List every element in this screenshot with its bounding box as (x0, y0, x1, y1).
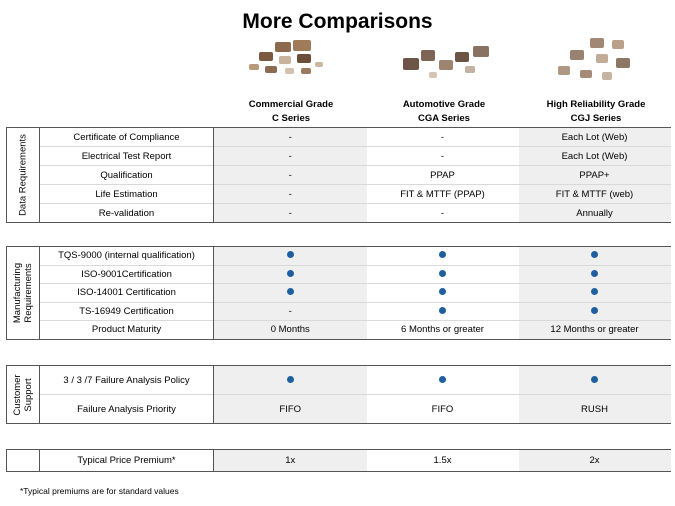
row-label: Product Maturity (40, 321, 214, 340)
table-row (7, 185, 671, 204)
check-dot-icon (287, 270, 294, 277)
table-row (7, 450, 671, 472)
automotive-chips-image (395, 38, 495, 88)
table-row (7, 147, 671, 166)
check-dot-icon (591, 288, 598, 295)
price-premium-table (6, 449, 671, 472)
high-reliability-cell: Each Lot (Web) (519, 147, 671, 166)
commercial-cell (214, 265, 367, 284)
table-row (7, 166, 671, 185)
automotive-cell: 6 Months or greater (367, 321, 519, 340)
commercial-cell: - (214, 302, 367, 321)
check-dot-icon (591, 270, 598, 277)
section-label-line: Manufacturing (12, 262, 23, 323)
high-reliability-series-label: CGJ Series (570, 113, 622, 124)
row-label: Electrical Test Report (40, 147, 214, 166)
automotive-cell (367, 366, 519, 395)
high-reliability-cell: Each Lot (Web) (519, 128, 671, 147)
check-dot-icon (287, 288, 294, 295)
table-row (7, 204, 671, 223)
high-reliability-cell: PPAP+ (519, 166, 671, 185)
check-dot-icon (439, 288, 446, 295)
column-header-high-reliability (526, 98, 666, 126)
commercial-cell: - (214, 204, 367, 223)
commercial-cell: - (214, 147, 367, 166)
manufacturing-requirements-table (6, 246, 671, 340)
check-dot-icon (591, 307, 598, 314)
row-label: 3 / 3 /7 Failure Analysis Policy (40, 366, 214, 395)
row-label: TS-16949 Certification (40, 302, 214, 321)
table-row (7, 128, 671, 147)
commercial-cell: - (214, 185, 367, 204)
row-label: ISO-14001 Certification (40, 284, 214, 303)
table-row (7, 247, 671, 266)
customer-support-section-label (7, 366, 40, 424)
table-row (7, 366, 671, 395)
high-reliability-grade-label: High Reliability Grade (546, 99, 646, 110)
high-reliability-cell (519, 302, 671, 321)
data-requirements-section-label: Data Requirements (7, 128, 40, 223)
automotive-grade-label: Automotive Grade (402, 99, 486, 110)
automotive-cell: - (367, 128, 519, 147)
automotive-cell (367, 284, 519, 303)
high-reliability-cell: 12 Months or greater (519, 321, 671, 340)
commercial-cell (214, 284, 367, 303)
table-row (7, 265, 671, 284)
row-label: Typical Price Premium* (40, 450, 214, 472)
row-label: Certificate of Compliance (40, 128, 214, 147)
data-requirements-table (6, 127, 671, 223)
automotive-cell: - (367, 147, 519, 166)
commercial-chips-image (245, 38, 335, 88)
automotive-cell: FIFO (367, 395, 519, 424)
check-dot-icon (439, 270, 446, 277)
high-reliability-cell: 2x (519, 450, 671, 472)
automotive-cell (367, 302, 519, 321)
high-reliability-cell: RUSH (519, 395, 671, 424)
row-label: ISO-9001Certification (40, 265, 214, 284)
high-reliability-cell (519, 247, 671, 266)
section-label-line: Support (23, 377, 34, 412)
automotive-cell: 1.5x (367, 450, 519, 472)
automotive-cell: - (367, 204, 519, 223)
column-header-automotive (374, 98, 514, 126)
commercial-cell: - (214, 166, 367, 185)
high-reliability-cell (519, 366, 671, 395)
section-label-line: Requirements (23, 263, 34, 323)
commercial-cell (214, 247, 367, 266)
commercial-cell: - (214, 128, 367, 147)
table-row (7, 395, 671, 424)
footnote: *Typical premiums are for standard values (20, 486, 179, 496)
table-row (7, 302, 671, 321)
price-section-label (7, 450, 40, 472)
high-reliability-chips-image (550, 38, 640, 88)
column-header-commercial (221, 98, 361, 126)
row-label: Re-validation (40, 204, 214, 223)
section-label-line: Customer (12, 373, 23, 416)
check-dot-icon (439, 376, 446, 383)
high-reliability-cell: FIT & MTTF (web) (519, 185, 671, 204)
commercial-series-label: C Series (271, 113, 311, 124)
row-label: TQS-9000 (internal qualification) (40, 247, 214, 266)
row-label: Life Estimation (40, 185, 214, 204)
high-reliability-cell: Annually (519, 204, 671, 223)
automotive-series-label: CGA Series (418, 113, 470, 124)
check-dot-icon (439, 251, 446, 258)
table-row (7, 284, 671, 303)
high-reliability-cell (519, 265, 671, 284)
automotive-cell (367, 247, 519, 266)
check-dot-icon (439, 307, 446, 314)
manufacturing-requirements-section-label (7, 247, 40, 340)
page-title: More Comparisons (242, 10, 433, 33)
check-dot-icon (591, 251, 598, 258)
commercial-cell (214, 366, 367, 395)
check-dot-icon (591, 376, 598, 383)
high-reliability-cell (519, 284, 671, 303)
automotive-cell: PPAP (367, 166, 519, 185)
table-row (7, 321, 671, 340)
automotive-cell: FIT & MTTF (PPAP) (367, 185, 519, 204)
customer-support-table (6, 365, 671, 424)
row-label: Qualification (40, 166, 214, 185)
check-dot-icon (287, 251, 294, 258)
commercial-cell: FIFO (214, 395, 367, 424)
commercial-cell: 1x (214, 450, 367, 472)
commercial-cell: 0 Months (214, 321, 367, 340)
commercial-grade-label: Commercial Grade (248, 99, 334, 110)
check-dot-icon (287, 376, 294, 383)
automotive-cell (367, 265, 519, 284)
row-label: Failure Analysis Priority (40, 395, 214, 424)
